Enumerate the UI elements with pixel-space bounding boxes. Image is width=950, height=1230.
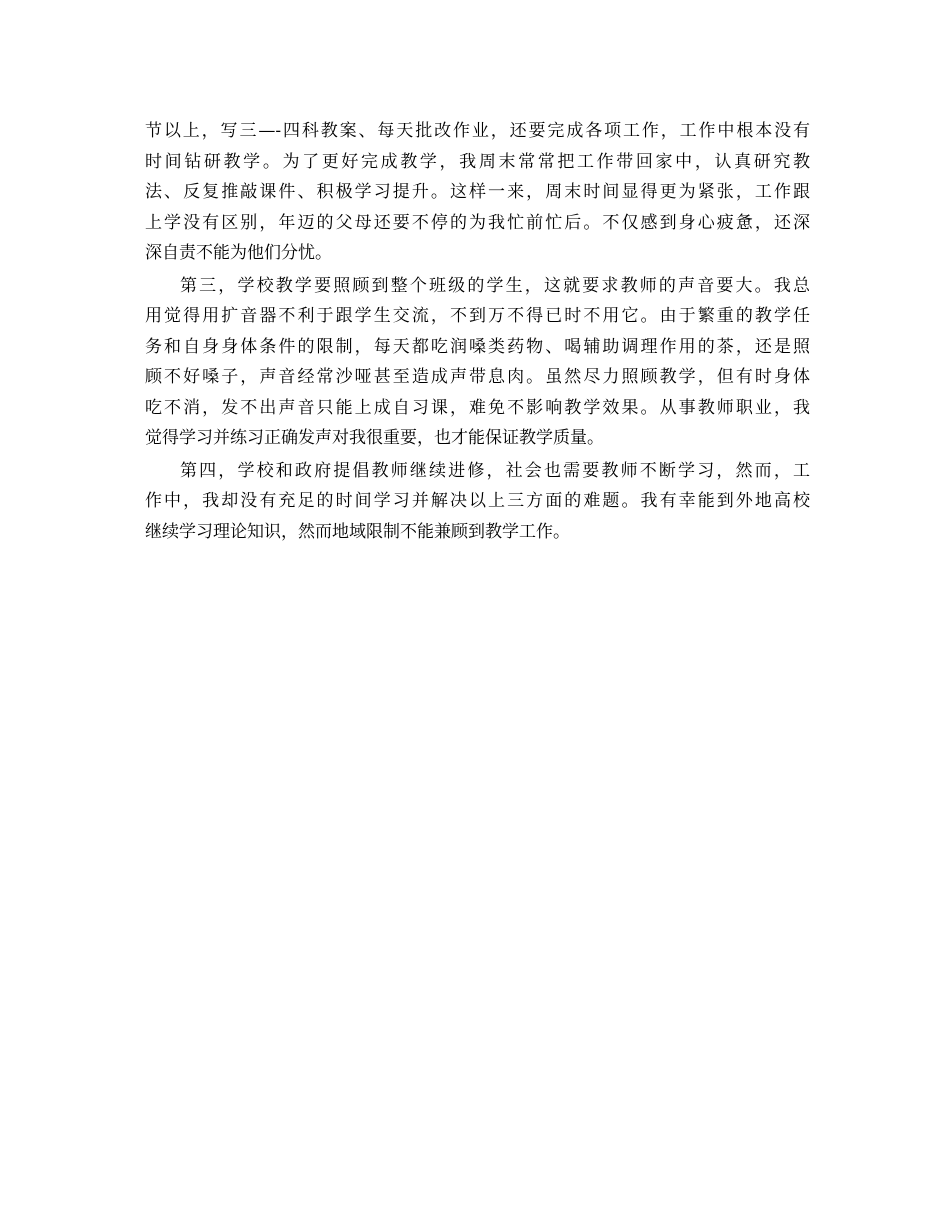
text-line: 顾不好嗓子，声音经常沙哑甚至造成声带息肉。虽然尽力照顾教学，但有时身体 bbox=[145, 367, 810, 387]
text-line: 时间钻研教学。为了更好完成教学，我周末常常把工作带回家中，认真研究教 bbox=[145, 151, 810, 172]
text-line: 第四，学校和政府提倡教师继续进修，社会也需要教师不断学习，然而，工 bbox=[180, 460, 810, 481]
text-line: 务和自身身体条件的限制，每天都吃润嗓类药物、喝辅助调理作用的茶，还是照 bbox=[145, 336, 810, 357]
text-line: 法、反复推敲课件、积极学习提升。这样一来，周末时间显得更为紧张，工作跟 bbox=[145, 182, 810, 202]
paragraph-2 bbox=[145, 271, 810, 454]
text-line: 节以上，写三—-四科教案、每天批改作业，还要完成各项工作，工作中根本没有 bbox=[145, 121, 810, 141]
text-line: 觉得学习并练习正确发声对我很重要，也才能保证教学质量。 bbox=[145, 428, 604, 448]
paragraph-3 bbox=[145, 456, 810, 548]
text-line: 第三，学校教学要照顾到整个班级的学生，这就要求教师的声音要大。我总 bbox=[180, 275, 810, 296]
paragraph-1 bbox=[145, 116, 810, 269]
text-line: 用觉得用扩音器不利于跟学生交流，不到万不得已时不用它。由于繁重的教学任 bbox=[145, 306, 810, 326]
document-body bbox=[145, 116, 810, 547]
text-line: 吃不消，发不出声音只能上成自习课，难免不影响教学效果。从事教师职业，我 bbox=[145, 397, 810, 418]
text-line: 继续学习理论知识，然而地域限制不能兼顾到教学工作。 bbox=[145, 521, 570, 542]
text-line: 深自责不能为他们分忧。 bbox=[145, 243, 332, 263]
text-line: 上学没有区别，年迈的父母还要不停的为我忙前忙后。不仅感到身心疲惫，还深 bbox=[145, 212, 810, 233]
text-line: 作中，我却没有充足的时间学习并解决以上三方面的难题。我有幸能到外地高校 bbox=[145, 491, 810, 511]
